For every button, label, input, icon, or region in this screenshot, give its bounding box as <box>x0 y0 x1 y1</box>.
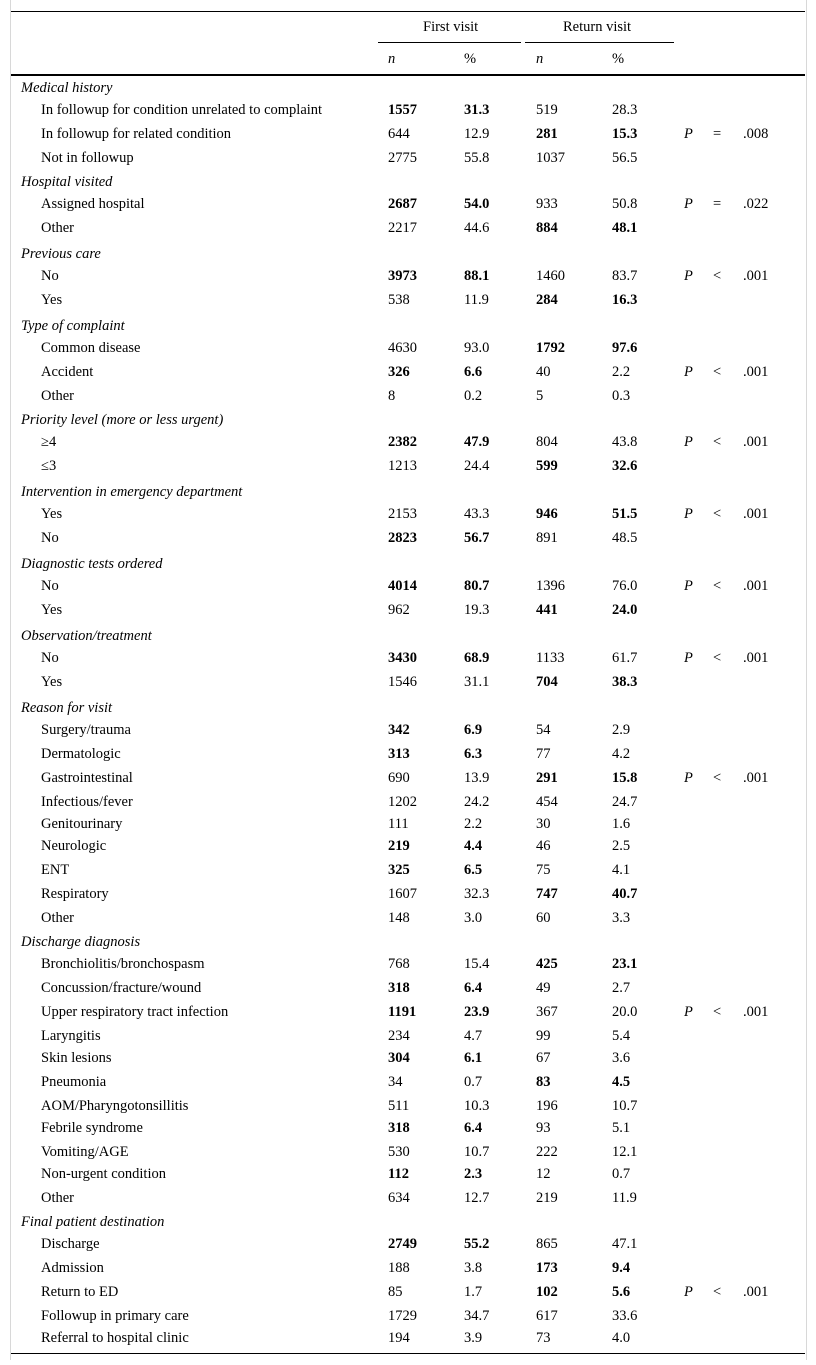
return-visit-pct: 9.4 <box>612 1260 631 1276</box>
header-return-visit: Return visit <box>563 19 632 35</box>
section-title: Type of complaint <box>21 318 125 334</box>
first-visit-pct: 6.4 <box>464 1120 483 1136</box>
return-visit-n: 891 <box>536 530 558 546</box>
first-visit-pct: 88.1 <box>464 268 490 284</box>
section-title: Priority level (more or less urgent) <box>21 412 224 428</box>
first-visit-pct: 55.2 <box>464 1236 490 1252</box>
row-label: Febrile syndrome <box>41 1120 143 1136</box>
first-visit-pct: 6.6 <box>464 364 483 380</box>
first-visit-n: 2382 <box>388 434 417 450</box>
row-label: Bronchiolitis/bronchospasm <box>41 956 205 972</box>
first-visit-pct: 3.8 <box>464 1260 483 1276</box>
return-visit-n: 75 <box>536 862 551 878</box>
first-visit-pct: 1.7 <box>464 1284 483 1300</box>
return-visit-n: 884 <box>536 220 558 236</box>
return-visit-n: 54 <box>536 722 551 738</box>
p-label: P <box>684 506 693 522</box>
p-value: .001 <box>743 506 769 522</box>
return-visit-pct: 5.1 <box>612 1120 631 1136</box>
first-visit-pct: 3.0 <box>464 910 483 926</box>
first-visit-n: 34 <box>388 1074 403 1090</box>
bottom-rule <box>11 1353 805 1354</box>
return-visit-pct: 61.7 <box>612 650 638 666</box>
row-label: Referral to hospital clinic <box>41 1330 189 1346</box>
p-value: .001 <box>743 268 769 284</box>
p-label: P <box>684 268 693 284</box>
first-visit-n: 234 <box>388 1028 410 1044</box>
return-visit-pct: 51.5 <box>612 506 638 522</box>
top-rule <box>11 11 805 12</box>
p-label: P <box>684 1004 693 1020</box>
return-visit-pct: 40.7 <box>612 886 638 902</box>
row-label: Infectious/fever <box>41 794 133 810</box>
return-visit-n: 1037 <box>536 150 565 166</box>
return-visit-pct: 76.0 <box>612 578 638 594</box>
first-visit-pct: 12.9 <box>464 126 490 142</box>
p-value: .001 <box>743 1284 769 1300</box>
return-visit-pct: 4.1 <box>612 862 631 878</box>
first-visit-n: 530 <box>388 1144 410 1160</box>
first-visit-n: 148 <box>388 910 410 926</box>
first-visit-pct: 54.0 <box>464 196 490 212</box>
return-visit-n: 49 <box>536 980 551 996</box>
return-visit-n: 12 <box>536 1166 551 1182</box>
p-label: P <box>684 578 693 594</box>
first-visit-n: 1202 <box>388 794 417 810</box>
p-operator: < <box>713 578 722 594</box>
row-label: Common disease <box>41 340 141 356</box>
return-visit-n: 519 <box>536 102 558 118</box>
p-label: P <box>684 434 693 450</box>
first-visit-n: 1729 <box>388 1308 417 1324</box>
first-visit-n: 2153 <box>388 506 417 522</box>
first-visit-pct: 32.3 <box>464 886 490 902</box>
first-visit-n: 2217 <box>388 220 417 236</box>
p-value: .001 <box>743 1004 769 1020</box>
row-label: Neurologic <box>41 838 107 854</box>
return-visit-n: 367 <box>536 1004 558 1020</box>
p-operator: < <box>713 770 722 786</box>
row-label: No <box>41 268 59 284</box>
row-label: Concussion/fracture/wound <box>41 980 202 996</box>
return-visit-pct: 5.4 <box>612 1028 631 1044</box>
return-visit-pct: 48.1 <box>612 220 638 236</box>
row-label: Other <box>41 388 75 404</box>
first-visit-pct: 4.4 <box>464 838 483 854</box>
first-visit-pct: 0.2 <box>464 388 483 404</box>
return-visit-n: 441 <box>536 602 558 618</box>
row-label: Yes <box>41 506 63 522</box>
return-visit-pct: 1.6 <box>612 816 631 832</box>
group-rule-first-visit <box>378 42 521 43</box>
p-label: P <box>684 196 693 212</box>
return-visit-n: 747 <box>536 886 558 902</box>
first-visit-pct: 6.1 <box>464 1050 483 1066</box>
section-title: Observation/treatment <box>21 628 152 644</box>
row-label: Admission <box>41 1260 104 1276</box>
first-visit-pct: 43.3 <box>464 506 490 522</box>
return-visit-n: 222 <box>536 1144 558 1160</box>
row-label: Skin lesions <box>41 1050 112 1066</box>
row-label: In followup for related condition <box>41 126 232 142</box>
return-visit-n: 196 <box>536 1098 558 1114</box>
row-label: ENT <box>41 862 70 878</box>
row-label: Dermatologic <box>41 746 121 762</box>
return-visit-pct: 3.3 <box>612 910 631 926</box>
row-label: In followup for condition unrelated to complaint <box>41 102 323 118</box>
first-visit-n: 2749 <box>388 1236 417 1252</box>
return-visit-pct: 38.3 <box>612 674 638 690</box>
row-label: Accident <box>41 364 94 380</box>
first-visit-pct: 3.9 <box>464 1330 483 1346</box>
first-visit-n: 1213 <box>388 458 417 474</box>
return-visit-n: 67 <box>536 1050 551 1066</box>
row-label: Return to ED <box>41 1284 119 1300</box>
first-visit-pct: 93.0 <box>464 340 490 356</box>
return-visit-pct: 24.7 <box>612 794 638 810</box>
return-visit-pct: 11.9 <box>612 1190 637 1206</box>
first-visit-n: 219 <box>388 838 410 854</box>
return-visit-n: 291 <box>536 770 558 786</box>
first-visit-n: 768 <box>388 956 410 972</box>
return-visit-n: 599 <box>536 458 558 474</box>
return-visit-pct: 83.7 <box>612 268 638 284</box>
first-visit-n: 1546 <box>388 674 417 690</box>
return-visit-pct: 10.7 <box>612 1098 638 1114</box>
return-visit-pct: 4.5 <box>612 1074 631 1090</box>
p-operator: < <box>713 1004 722 1020</box>
header-first-n: n <box>388 51 396 67</box>
header-first-visit: First visit <box>423 19 479 35</box>
return-visit-n: 60 <box>536 910 551 926</box>
first-visit-n: 326 <box>388 364 410 380</box>
return-visit-pct: 2.2 <box>612 364 631 380</box>
header-first-pct: % <box>464 51 477 67</box>
first-visit-pct: 10.7 <box>464 1144 490 1160</box>
row-label: Pneumonia <box>41 1074 107 1090</box>
first-visit-n: 8 <box>388 388 396 404</box>
section-title: Hospital visited <box>21 174 113 190</box>
row-label: Yes <box>41 674 63 690</box>
section-title: Diagnostic tests ordered <box>21 556 163 572</box>
first-visit-n: 318 <box>388 980 410 996</box>
return-visit-n: 1460 <box>536 268 565 284</box>
first-visit-pct: 47.9 <box>464 434 490 450</box>
first-visit-pct: 19.3 <box>464 602 490 618</box>
first-visit-pct: 6.9 <box>464 722 483 738</box>
return-visit-pct: 16.3 <box>612 292 638 308</box>
return-visit-pct: 2.9 <box>612 722 631 738</box>
return-visit-n: 704 <box>536 674 558 690</box>
row-label: Discharge <box>41 1236 100 1252</box>
first-visit-n: 2823 <box>388 530 417 546</box>
return-visit-pct: 2.7 <box>612 980 631 996</box>
first-visit-pct: 2.2 <box>464 816 483 832</box>
return-visit-n: 77 <box>536 746 551 762</box>
first-visit-pct: 31.1 <box>464 674 490 690</box>
return-visit-n: 946 <box>536 506 558 522</box>
section-title: Discharge diagnosis <box>21 934 141 950</box>
first-visit-pct: 23.9 <box>464 1004 490 1020</box>
p-operator: < <box>713 650 722 666</box>
first-visit-n: 1607 <box>388 886 417 902</box>
row-label: Surgery/trauma <box>41 722 131 738</box>
return-visit-n: 99 <box>536 1028 551 1044</box>
row-label: Other <box>41 220 75 236</box>
return-visit-n: 865 <box>536 1236 558 1252</box>
p-value: .001 <box>743 364 769 380</box>
return-visit-pct: 56.5 <box>612 150 638 166</box>
row-label: Other <box>41 910 75 926</box>
first-visit-pct: 6.5 <box>464 862 483 878</box>
return-visit-n: 804 <box>536 434 558 450</box>
first-visit-n: 511 <box>388 1098 410 1114</box>
section-title: Medical history <box>21 80 113 96</box>
first-visit-n: 342 <box>388 722 410 738</box>
first-visit-n: 1191 <box>388 1004 417 1020</box>
return-visit-pct: 48.5 <box>612 530 638 546</box>
p-operator: < <box>713 434 722 450</box>
return-visit-pct: 28.3 <box>612 102 638 118</box>
p-label: P <box>684 650 693 666</box>
row-label: No <box>41 650 59 666</box>
p-value: .001 <box>743 650 769 666</box>
row-label: Followup in primary care <box>41 1308 189 1324</box>
first-visit-pct: 4.7 <box>464 1028 483 1044</box>
header-bottom-rule <box>11 74 805 76</box>
return-visit-n: 1396 <box>536 578 565 594</box>
first-visit-pct: 44.6 <box>464 220 490 236</box>
row-label: ≤3 <box>41 458 57 474</box>
first-visit-pct: 24.2 <box>464 794 490 810</box>
first-visit-pct: 12.7 <box>464 1190 490 1206</box>
first-visit-n: 3430 <box>388 650 417 666</box>
first-visit-pct: 6.3 <box>464 746 483 762</box>
first-visit-n: 85 <box>388 1284 403 1300</box>
first-visit-n: 304 <box>388 1050 410 1066</box>
section-title: Previous care <box>21 246 101 262</box>
first-visit-n: 3973 <box>388 268 417 284</box>
return-visit-pct: 15.8 <box>612 770 638 786</box>
return-visit-pct: 2.5 <box>612 838 631 854</box>
first-visit-n: 538 <box>388 292 410 308</box>
return-visit-pct: 4.2 <box>612 746 631 762</box>
p-value: .001 <box>743 578 769 594</box>
p-value: .008 <box>743 126 769 142</box>
return-visit-n: 1133 <box>536 650 565 666</box>
return-visit-n: 281 <box>536 126 558 142</box>
first-visit-n: 690 <box>388 770 410 786</box>
row-label: Upper respiratory tract infection <box>41 1004 229 1020</box>
row-label: Respiratory <box>41 886 109 902</box>
p-label: P <box>684 126 693 142</box>
p-operator: = <box>713 196 722 212</box>
first-visit-n: 2687 <box>388 196 417 212</box>
return-visit-n: 40 <box>536 364 551 380</box>
row-label: No <box>41 530 59 546</box>
row-label: Yes <box>41 602 63 618</box>
first-visit-n: 318 <box>388 1120 410 1136</box>
first-visit-pct: 31.3 <box>464 102 490 118</box>
first-visit-n: 1557 <box>388 102 417 118</box>
row-label: Not in followup <box>41 150 134 166</box>
p-operator: < <box>713 364 722 380</box>
p-operator: = <box>713 126 722 142</box>
return-visit-pct: 24.0 <box>612 602 638 618</box>
return-visit-pct: 97.6 <box>612 340 638 356</box>
p-value: .001 <box>743 770 769 786</box>
first-visit-n: 2775 <box>388 150 417 166</box>
first-visit-pct: 56.7 <box>464 530 490 546</box>
first-visit-pct: 6.4 <box>464 980 483 996</box>
return-visit-pct: 47.1 <box>612 1236 638 1252</box>
first-visit-n: 194 <box>388 1330 410 1346</box>
return-visit-pct: 20.0 <box>612 1004 638 1020</box>
row-label: Genitourinary <box>41 816 123 832</box>
first-visit-pct: 55.8 <box>464 150 490 166</box>
return-visit-pct: 15.3 <box>612 126 638 142</box>
first-visit-n: 313 <box>388 746 410 762</box>
return-visit-pct: 33.6 <box>612 1308 638 1324</box>
row-label: Gastrointestinal <box>41 770 133 786</box>
p-label: P <box>684 770 693 786</box>
header-return-n: n <box>536 51 544 67</box>
first-visit-n: 111 <box>388 816 409 832</box>
row-label: Other <box>41 1190 75 1206</box>
first-visit-pct: 11.9 <box>464 292 489 308</box>
row-label: No <box>41 578 59 594</box>
first-visit-pct: 15.4 <box>464 956 490 972</box>
first-visit-pct: 2.3 <box>464 1166 483 1182</box>
return-visit-pct: 5.6 <box>612 1284 631 1300</box>
p-label: P <box>684 1284 693 1300</box>
row-label: Laryngitis <box>41 1028 101 1044</box>
row-label: Yes <box>41 292 63 308</box>
return-visit-n: 454 <box>536 794 558 810</box>
row-label: Vomiting/AGE <box>41 1144 129 1160</box>
return-visit-n: 5 <box>536 388 544 404</box>
first-visit-n: 188 <box>388 1260 410 1276</box>
first-visit-n: 4014 <box>388 578 417 594</box>
row-label: AOM/Pharyngotonsillitis <box>41 1098 189 1114</box>
first-visit-pct: 68.9 <box>464 650 490 666</box>
return-visit-n: 30 <box>536 816 551 832</box>
return-visit-n: 425 <box>536 956 558 972</box>
first-visit-n: 4630 <box>388 340 417 356</box>
p-operator: < <box>713 506 722 522</box>
first-visit-n: 634 <box>388 1190 410 1206</box>
first-visit-pct: 10.3 <box>464 1098 490 1114</box>
return-visit-pct: 32.6 <box>612 458 638 474</box>
group-rule-return-visit <box>525 42 674 43</box>
return-visit-n: 73 <box>536 1330 551 1346</box>
return-visit-n: 1792 <box>536 340 565 356</box>
first-visit-pct: 13.9 <box>464 770 490 786</box>
first-visit-n: 325 <box>388 862 410 878</box>
first-visit-pct: 80.7 <box>464 578 490 594</box>
row-label: ≥4 <box>41 434 57 450</box>
return-visit-pct: 0.3 <box>612 388 631 404</box>
first-visit-pct: 24.4 <box>464 458 490 474</box>
return-visit-n: 284 <box>536 292 558 308</box>
p-value: .001 <box>743 434 769 450</box>
p-operator: < <box>713 268 722 284</box>
return-visit-pct: 12.1 <box>612 1144 638 1160</box>
return-visit-pct: 4.0 <box>612 1330 631 1346</box>
return-visit-n: 46 <box>536 838 551 854</box>
first-visit-pct: 0.7 <box>464 1074 483 1090</box>
first-visit-n: 112 <box>388 1166 409 1182</box>
first-visit-n: 644 <box>388 126 410 142</box>
header-return-pct: % <box>612 51 625 67</box>
section-title: Intervention in emergency department <box>21 484 243 500</box>
p-value: .022 <box>743 196 769 212</box>
section-title: Reason for visit <box>21 700 113 716</box>
p-operator: < <box>713 1284 722 1300</box>
return-visit-pct: 43.8 <box>612 434 638 450</box>
first-visit-n: 962 <box>388 602 410 618</box>
return-visit-n: 93 <box>536 1120 551 1136</box>
row-label: Non-urgent condition <box>41 1166 166 1182</box>
p-label: P <box>684 364 693 380</box>
return-visit-pct: 23.1 <box>612 956 638 972</box>
return-visit-pct: 3.6 <box>612 1050 631 1066</box>
section-title: Final patient destination <box>21 1214 165 1230</box>
return-visit-pct: 0.7 <box>612 1166 631 1182</box>
return-visit-n: 83 <box>536 1074 551 1090</box>
return-visit-n: 173 <box>536 1260 558 1276</box>
first-visit-pct: 34.7 <box>464 1308 490 1324</box>
return-visit-n: 102 <box>536 1284 558 1300</box>
return-visit-n: 617 <box>536 1308 558 1324</box>
row-label: Assigned hospital <box>41 196 145 212</box>
return-visit-n: 219 <box>536 1190 558 1206</box>
return-visit-n: 933 <box>536 196 558 212</box>
return-visit-pct: 50.8 <box>612 196 638 212</box>
